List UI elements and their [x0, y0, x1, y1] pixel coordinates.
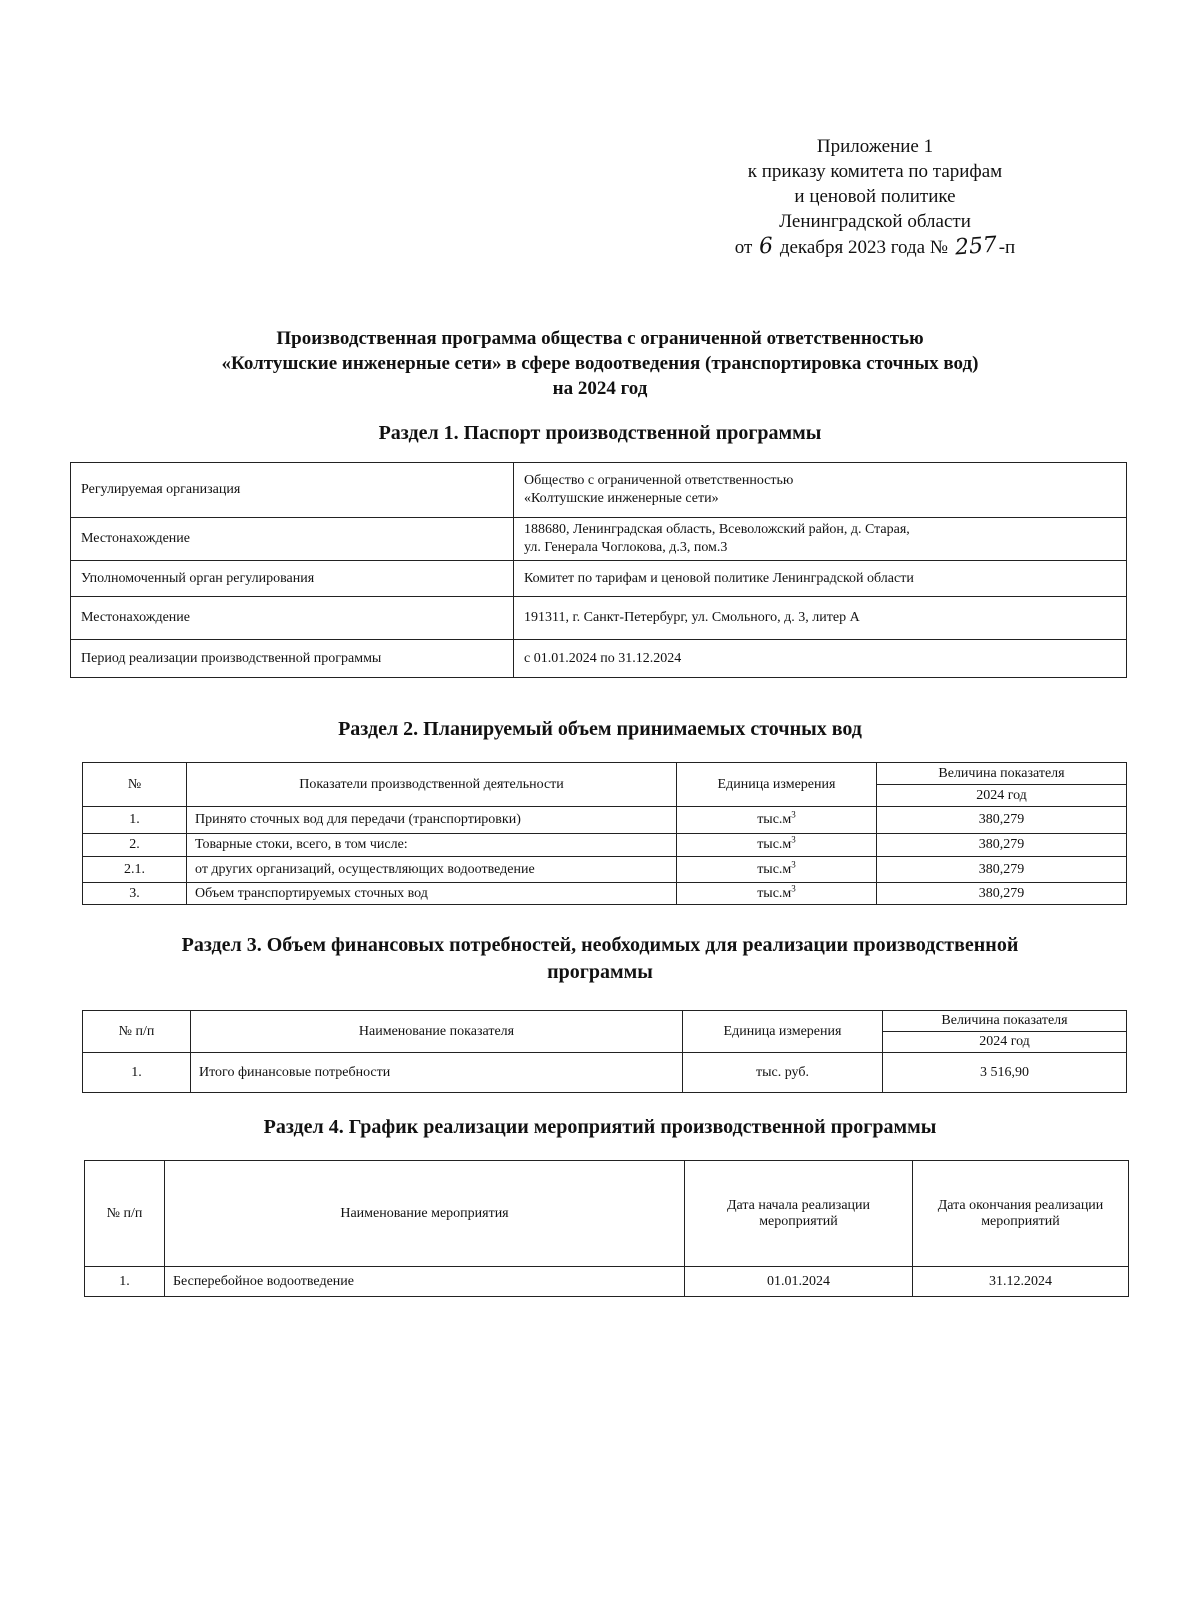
row-num: 1.	[85, 1267, 165, 1297]
row-num: 2.1.	[83, 857, 187, 883]
section2-heading: Раздел 2. Планируемый объем принимаемых сточных вод	[338, 718, 862, 740]
row-unit: тыс. руб.	[683, 1053, 883, 1093]
table-header-row	[83, 1011, 1127, 1032]
row-unit	[677, 883, 877, 905]
table-row	[83, 857, 1127, 883]
financial-needs-table	[82, 1010, 1127, 1093]
row-num: 1.	[83, 1053, 191, 1093]
row-value: 380,279	[877, 834, 1127, 857]
document-title	[100, 326, 1100, 401]
date-middle: декабря 2023 года №	[779, 237, 948, 258]
row-value: 380,279	[877, 857, 1127, 883]
table-row	[83, 807, 1127, 834]
col-header-unit: Единица измерения	[677, 763, 877, 807]
section3-heading-line: Раздел 3. Объем финансовых потребностей, необходимых для реализации производственной	[181, 934, 1019, 956]
row-num: 2.	[83, 834, 187, 857]
table-row	[71, 640, 1127, 678]
passport-value: Комитет по тарифам и ценовой политике Ленинградской области	[514, 561, 1127, 597]
table-row	[83, 834, 1127, 857]
row-num: 3.	[83, 883, 187, 905]
table-row	[83, 883, 1127, 905]
date-prefix: от	[734, 237, 753, 258]
passport-value	[514, 518, 1127, 561]
unit-exponent: 3	[791, 809, 796, 820]
passport-value-line: Общество с ограниченной ответственностью	[524, 473, 794, 488]
unit-exponent: 3	[791, 858, 796, 869]
row-num: 1.	[83, 807, 187, 834]
row-value: 3 516,90	[883, 1053, 1127, 1093]
col-header-num: № п/п	[85, 1161, 165, 1267]
col-header-unit: Единица измерения	[683, 1011, 883, 1053]
passport-table	[70, 462, 1127, 678]
title-line: Производственная программа общества с ограниченной ответственностью	[276, 328, 924, 349]
col-header-value: Величина показателя	[883, 1011, 1127, 1032]
handwritten-number: 257	[953, 232, 998, 261]
table-row	[83, 1053, 1127, 1093]
table-row	[85, 1267, 1129, 1297]
row-unit	[677, 807, 877, 834]
unit-text: тыс.м	[757, 837, 792, 852]
row-indicator: Объем транспортируемых сточных вод	[187, 883, 677, 905]
unit-exponent: 3	[791, 882, 796, 893]
passport-label: Местонахождение	[71, 518, 514, 561]
passport-value-line: «Колтушские инженерные сети»	[524, 491, 719, 506]
row-end: 31.12.2024	[913, 1267, 1129, 1297]
row-start: 01.01.2024	[685, 1267, 913, 1297]
number-suffix: -п	[998, 237, 1016, 258]
appendix-date-line	[690, 234, 1060, 260]
unit-text: тыс.м	[757, 861, 792, 877]
section3-heading	[60, 932, 1140, 986]
appendix-line: к приказу комитета по тарифам	[747, 161, 1003, 182]
appendix-line: и ценовой политике	[794, 186, 956, 207]
unit-text: тыс.м	[757, 885, 792, 901]
passport-label: Период реализации производственной программы	[71, 640, 514, 678]
row-indicator: Товарные стоки, всего, в том числе:	[187, 834, 677, 857]
appendix-line: Приложение 1	[816, 136, 934, 157]
col-header-name: Наименование показателя	[191, 1011, 683, 1053]
col-header-indicator: Показатели производственной деятельности	[187, 763, 677, 807]
wastewater-volume-table	[82, 762, 1127, 905]
passport-label: Местонахождение	[71, 597, 514, 640]
appendix-header	[690, 134, 1060, 260]
row-unit	[677, 834, 877, 857]
row-value: 380,279	[877, 883, 1127, 905]
table-row	[71, 597, 1127, 640]
table-row	[71, 561, 1127, 597]
row-name: Бесперебойное водоотведение	[165, 1267, 685, 1297]
passport-value: с 01.01.2024 по 31.12.2024	[514, 640, 1127, 678]
passport-value-line: 188680, Ленинградская область, Всеволожский район, д. Старая,	[524, 522, 910, 537]
section4-heading: Раздел 4. График реализации мероприятий производственной программы	[263, 1116, 937, 1138]
section1-heading: Раздел 1. Паспорт производственной программы	[378, 422, 822, 444]
row-unit	[677, 857, 877, 883]
col-header-year: 2024 год	[877, 785, 1127, 807]
table-header-row	[85, 1161, 1129, 1267]
col-header-num: № п/п	[83, 1011, 191, 1053]
row-name: Итого финансовые потребности	[191, 1053, 683, 1093]
row-indicator: Принято сточных вод для передачи (транспортировки)	[187, 807, 677, 834]
passport-label: Уполномоченный орган регулирования	[71, 561, 514, 597]
appendix-line: Ленинградской области	[779, 211, 971, 232]
col-header-value: Величина показателя	[877, 763, 1127, 785]
table-row	[71, 518, 1127, 561]
col-header-year: 2024 год	[883, 1032, 1127, 1053]
schedule-table	[84, 1160, 1129, 1297]
section3-heading-line: программы	[547, 961, 653, 983]
passport-value: 191311, г. Санкт-Петербург, ул. Смольного, д. 3, литер А	[514, 597, 1127, 640]
col-header-start: Дата начала реализации мероприятий	[685, 1161, 913, 1267]
col-header-end: Дата окончания реализации мероприятий	[913, 1161, 1129, 1267]
col-header-num: №	[83, 763, 187, 807]
table-row	[71, 463, 1127, 518]
passport-label: Регулируемая организация	[71, 463, 514, 518]
handwritten-day: 6	[758, 233, 774, 260]
table-header-row	[83, 763, 1127, 785]
unit-exponent: 3	[791, 834, 796, 845]
row-indicator: от других организаций, осуществляющих водоотведение	[187, 857, 677, 883]
row-value: 380,279	[877, 807, 1127, 834]
col-header-name: Наименование мероприятия	[165, 1161, 685, 1267]
title-line: «Колтушские инженерные сети» в сфере водоотведения (транспортировка сточных вод)	[221, 353, 979, 374]
passport-value	[514, 463, 1127, 518]
unit-text: тыс.м	[757, 812, 792, 827]
title-line: на 2024 год	[552, 378, 648, 399]
passport-value-line: ул. Генерала Чоглокова, д.3, пом.3	[524, 540, 728, 555]
